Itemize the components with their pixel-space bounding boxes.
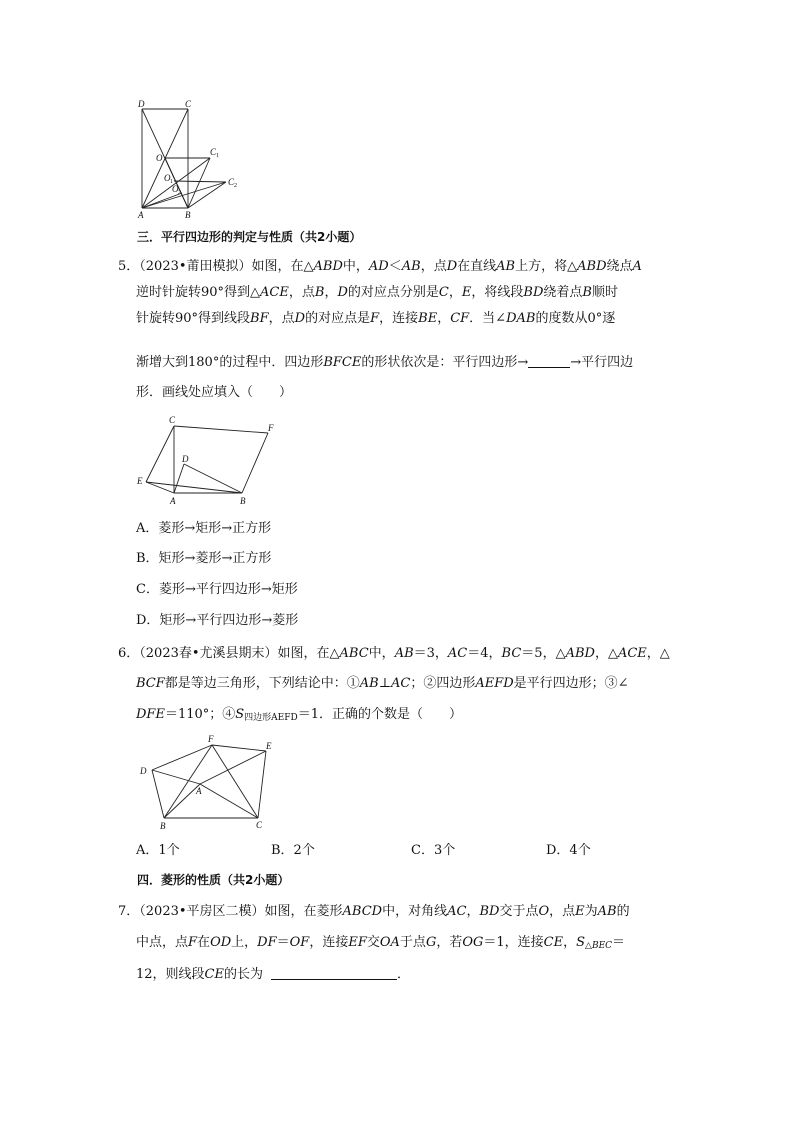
edge-ba bbox=[164, 784, 200, 818]
q6-line-3: DFE＝110°；④S四边形AEFD＝1．正确的个数是（ ） bbox=[136, 707, 462, 723]
label-c: C bbox=[185, 99, 192, 109]
segment-a-c1 bbox=[142, 158, 210, 208]
q5-line-5: 形．画线处应填入（ ） bbox=[136, 385, 293, 400]
label-b: B bbox=[160, 821, 166, 831]
label-c: C bbox=[256, 820, 263, 830]
label-e: E bbox=[266, 741, 272, 751]
label-c1: C bbox=[210, 147, 217, 157]
q5-line-4: 渐增大到180°的过程中．四边形BFCE的形状依次是：平行四边形→ →平行四边 bbox=[136, 355, 634, 370]
q7-line-2: 中点，点F在OD上，DF＝OF，连接EF交OA于点G，若OG＝1，连接CE，S△BEC＝ bbox=[136, 935, 626, 951]
q6-option-a[interactable]: A．1个 bbox=[136, 843, 180, 858]
edge-cf bbox=[174, 426, 268, 433]
label-o1: O bbox=[164, 173, 171, 183]
figure-q6-triangles bbox=[134, 732, 284, 834]
figure-q5-quadrilateral bbox=[132, 412, 282, 512]
label-a: A bbox=[196, 786, 202, 796]
edge-fb bbox=[242, 433, 268, 493]
q5-option-b[interactable]: B．矩形→菱形→正方形 bbox=[136, 551, 272, 566]
edge-fc bbox=[212, 745, 258, 818]
edge-fe bbox=[212, 745, 266, 751]
edge-db bbox=[152, 770, 164, 818]
label-d: D bbox=[138, 99, 145, 109]
label-c2-sub: 2 bbox=[234, 183, 237, 189]
label-b: B bbox=[240, 496, 246, 506]
label-b: B bbox=[185, 210, 191, 220]
edge-db bbox=[184, 464, 242, 493]
q6-option-d[interactable]: D．4个 bbox=[546, 843, 591, 858]
label-e: E bbox=[137, 476, 143, 486]
label-c2: C bbox=[228, 177, 235, 187]
label-d: D bbox=[182, 454, 189, 464]
label-a: A bbox=[170, 496, 176, 506]
q6-line-1: 6．（2023春•尤溪县期末）如图，在△ABC中，AB＝3，AC＝4，BC＝5，△ABD，△ACE，△ bbox=[118, 646, 670, 661]
label-c: C bbox=[169, 415, 176, 425]
edge-da bbox=[174, 464, 184, 493]
label-o: O bbox=[156, 153, 163, 163]
edge-ce bbox=[146, 426, 174, 482]
label-c1-sub: 1 bbox=[216, 153, 219, 159]
edge-ec bbox=[258, 751, 266, 818]
segment-o1-c2 bbox=[174, 181, 226, 182]
edge-ac bbox=[200, 784, 258, 818]
answer-blank-ce[interactable] bbox=[271, 966, 397, 980]
answer-blank[interactable] bbox=[528, 354, 570, 368]
edge-df bbox=[152, 745, 212, 770]
segment-a-c2 bbox=[142, 182, 226, 208]
label-a: A bbox=[138, 210, 144, 220]
label-f: F bbox=[208, 734, 214, 744]
q7-line-1: 7．（2023•平房区二模）如图，在菱形ABCD中，对角线AC，BD交于点O，点E为AB的 bbox=[118, 904, 630, 919]
label-o1-sub: 1 bbox=[170, 179, 173, 185]
q6-line-2: BCF都是等边三角形，下列结论中：①AB⊥AC；②四边形AEFD是平行四边形；③∠ bbox=[136, 676, 629, 691]
q6-option-b[interactable]: B．2个 bbox=[271, 843, 315, 858]
label-o2-sub: 2 bbox=[178, 190, 181, 196]
q6-option-c[interactable]: C．3个 bbox=[411, 843, 456, 858]
figure-rectangle-rotation bbox=[130, 96, 250, 221]
q5-line-1: 5．（2023•莆田模拟）如图，在△ABD中，AD＜AB，点D在直线AB上方，将△ABD绕点A bbox=[118, 259, 642, 274]
label-o2: O bbox=[172, 184, 179, 194]
q5-line-3: 针旋转90°得到线段BF，点D的对应点是F，连接BE，CF．当∠DAB的度数从0°逐 bbox=[136, 311, 616, 326]
label-f: F bbox=[268, 423, 274, 433]
edge-da bbox=[152, 770, 200, 784]
segment-o-b bbox=[165, 158, 188, 208]
q5-option-c[interactable]: C．菱形→平行四边形→矩形 bbox=[136, 582, 298, 597]
q5-option-a[interactable]: A．菱形→矩形→正方形 bbox=[136, 521, 272, 536]
label-d: D bbox=[140, 766, 147, 776]
section-heading-3: 三．平行四边形的判定与性质（共2小题） bbox=[137, 230, 362, 244]
q5-option-d[interactable]: D．矩形→平行四边形→菱形 bbox=[136, 613, 299, 628]
q7-line-3: 12，则线段CE的长为 ． bbox=[136, 967, 411, 982]
q5-line-2: 逆时针旋转90°得到△ACE，点B，D的对应点分别是C，E，将线段BD绕着点B顺时 bbox=[136, 285, 618, 300]
section-heading-4: 四．菱形的性质（共2小题） bbox=[137, 873, 290, 887]
